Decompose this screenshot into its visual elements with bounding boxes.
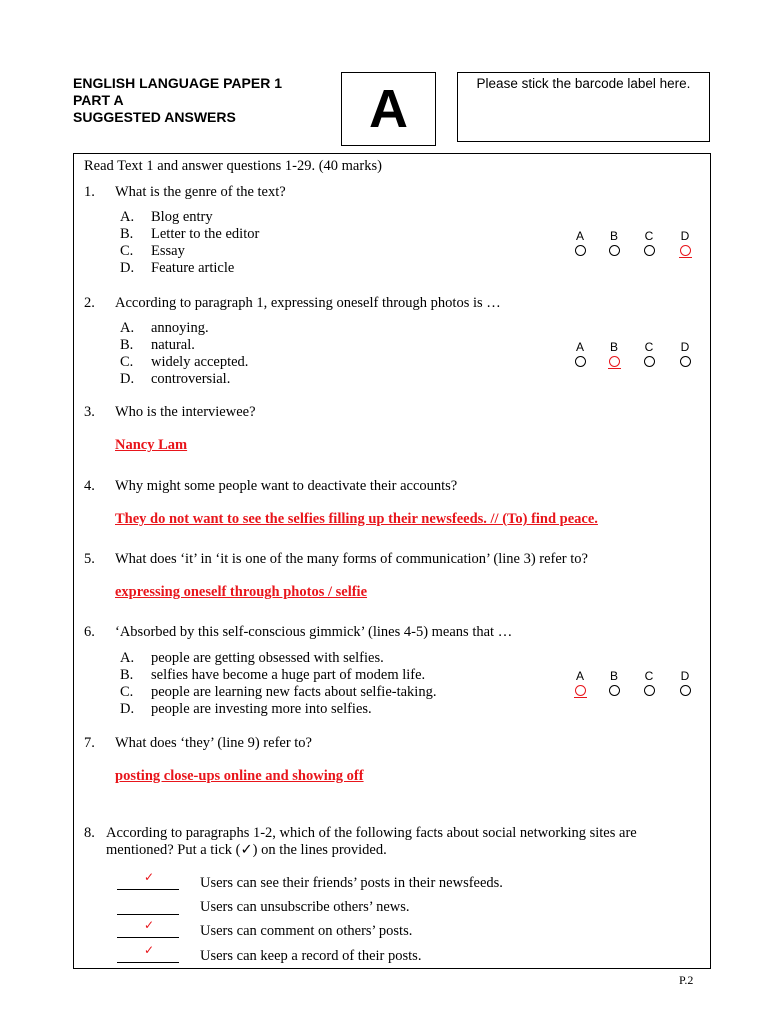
bubble-label: D xyxy=(680,340,690,354)
bubble-label: C xyxy=(644,340,654,354)
q2-option-letter: C. xyxy=(120,354,134,370)
bubble-b[interactable] xyxy=(603,669,625,696)
bubble-label: B xyxy=(609,229,618,243)
tick-icon: ✓ xyxy=(144,870,155,884)
bubble-a[interactable] xyxy=(569,340,591,367)
barcode-box xyxy=(457,72,710,142)
intro-text: Read Text 1 and answer questions 1-29. (40 marks) xyxy=(84,158,382,174)
q6-option-text: people are getting obsessed with selfies. xyxy=(151,650,384,666)
q1-option-text: Essay xyxy=(151,243,185,259)
q3-answer: Nancy Lam xyxy=(115,437,188,453)
paper-title-line2: PART A xyxy=(73,92,124,108)
paper-title xyxy=(73,75,282,126)
q6-option-text: people are learning new facts about selfie-taking. xyxy=(151,684,437,700)
q2-text: According to paragraph 1, expressing oneself through photos is … xyxy=(115,295,501,311)
bubble-label: A xyxy=(575,669,584,683)
q6-option-letter: C. xyxy=(120,684,134,700)
tick-icon: ✓ xyxy=(144,918,155,932)
q2-option-text: widely accepted. xyxy=(151,354,249,370)
q7-text: What does ‘they’ (line 9) refer to? xyxy=(115,735,312,751)
q1-option-text: Letter to the editor xyxy=(151,226,260,242)
q1-option-letter: B. xyxy=(120,226,134,242)
q2-option-letter: D. xyxy=(120,371,135,387)
q7-number: 7. xyxy=(84,735,95,751)
q1-option-letter: D. xyxy=(120,260,135,276)
part-letter-box xyxy=(341,72,436,146)
q8-statement: Users can comment on others’ posts. xyxy=(200,923,413,939)
bubble-label: B xyxy=(609,340,618,354)
q6-number: 6. xyxy=(84,624,95,640)
bubble-label: B xyxy=(609,669,618,683)
q8-text-line2: mentioned? Put a tick (✓) on the lines provided. xyxy=(106,842,387,858)
barcode-instruction: Please stick the barcode label here. xyxy=(476,76,691,91)
q5-text: What does ‘it’ in ‘it is one of the many forms of communication’ (line 3) refer to? xyxy=(115,551,588,567)
q6-option-letter: A. xyxy=(120,650,135,666)
q2-option-letter: A. xyxy=(120,320,135,336)
bubble-label: A xyxy=(575,340,584,354)
q6-text: ‘Absorbed by this self-conscious gimmick’ (lines 4-5) means that … xyxy=(115,624,513,640)
q1-option-text: Blog entry xyxy=(151,209,213,225)
q6-answer-bubbles xyxy=(569,669,699,703)
q6-option-letter: D. xyxy=(120,701,135,717)
q6-option-letter: B. xyxy=(120,667,134,683)
q2-option-text: annoying. xyxy=(151,320,209,336)
q4-answer: They do not want to see the selfies filling up their newsfeeds. // (To) find peace. xyxy=(115,511,598,527)
q6-option-text: people are investing more into selfies. xyxy=(151,701,372,717)
q8-statement: Users can keep a record of their posts. xyxy=(200,948,422,964)
q2-option-text: controversial. xyxy=(151,371,231,387)
q8-statement: Users can see their friends’ posts in their newsfeeds. xyxy=(200,875,503,891)
q3-number: 3. xyxy=(84,404,95,420)
q2-option-text: natural. xyxy=(151,337,195,353)
bubble-label: A xyxy=(575,229,584,243)
q1-option-text: Feature article xyxy=(151,260,235,276)
bubble-label: C xyxy=(644,229,654,243)
bubble-a[interactable] xyxy=(569,669,591,698)
q8-tick-line[interactable] xyxy=(117,898,179,915)
q1-number: 1. xyxy=(84,184,95,200)
tick-icon: ✓ xyxy=(144,943,155,957)
bubble-c[interactable] xyxy=(638,229,660,256)
q2-number: 2. xyxy=(84,295,95,311)
part-letter: A xyxy=(369,79,408,139)
bubble-label: D xyxy=(680,229,690,243)
bubble-c[interactable] xyxy=(638,669,660,696)
q4-number: 4. xyxy=(84,478,95,494)
q6-option-text: selfies have become a huge part of modem life. xyxy=(151,667,426,683)
bubble-b[interactable] xyxy=(603,229,625,256)
bubble-d[interactable] xyxy=(674,669,696,696)
bubble-c[interactable] xyxy=(638,340,660,367)
bubble-label: C xyxy=(644,669,654,683)
q2-option-letter: B. xyxy=(120,337,134,353)
bubble-b[interactable] xyxy=(603,340,625,369)
paper-title-line1: ENGLISH LANGUAGE PAPER 1 xyxy=(73,75,282,91)
q7-answer: posting close-ups online and showing off xyxy=(115,768,364,784)
q1-text: What is the genre of the text? xyxy=(115,184,286,200)
q8-text-line1: According to paragraphs 1-2, which of the following facts about social networking sites are xyxy=(106,825,637,841)
paper-title-line3: SUGGESTED ANSWERS xyxy=(73,109,236,125)
q4-text: Why might some people want to deactivate their accounts? xyxy=(115,478,458,494)
page-number: P.2 xyxy=(679,973,694,987)
q5-number: 5. xyxy=(84,551,95,567)
q5-answer: expressing oneself through photos / selfie xyxy=(115,584,368,600)
bubble-label: D xyxy=(680,669,690,683)
bubble-d[interactable] xyxy=(674,340,696,367)
q1-option-letter: A. xyxy=(120,209,135,225)
question-box xyxy=(73,153,711,969)
q2-answer-bubbles xyxy=(569,340,699,374)
bubble-d[interactable] xyxy=(674,229,696,258)
bubble-a[interactable] xyxy=(569,229,591,256)
q1-answer-bubbles xyxy=(569,229,699,263)
q1-option-letter: C. xyxy=(120,243,134,259)
q8-statement: Users can unsubscribe others’ news. xyxy=(200,899,410,915)
q8-number: 8. xyxy=(84,825,95,841)
q3-text: Who is the interviewee? xyxy=(115,404,256,420)
